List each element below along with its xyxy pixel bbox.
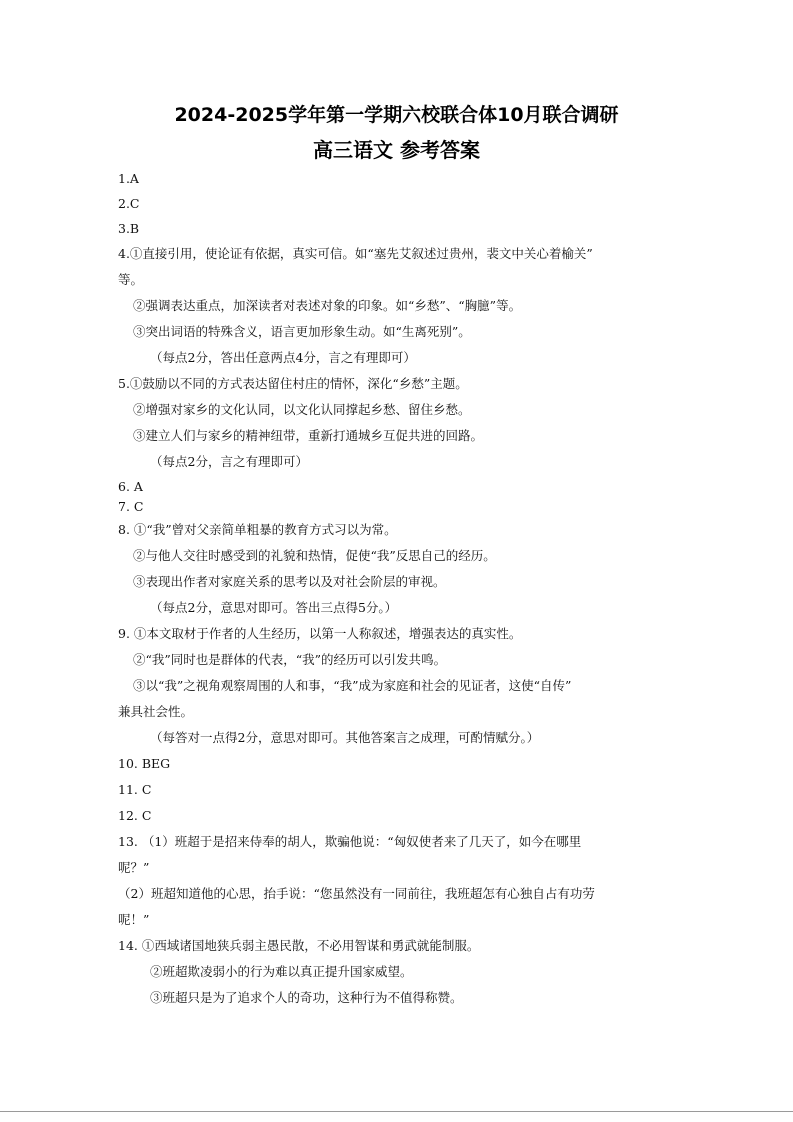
answer-13-line-2: （2）班超知道他的心思，抬手说：“您虽然没有一同前往，我班超怎有心独自占有功劳 [118,886,595,901]
answer-2: 2.C [118,196,140,211]
answer-8-note: （每点2分，意思对即可。答出三点得5分。） [150,600,398,615]
answer-13-line-2-cont: 呢！” [118,912,150,927]
answer-14-line-1: 14. ①西域诸国地狭兵弱主愚民散，不必用智谋和勇武就能制服。 [118,938,480,953]
answer-4-note: （每点2分，答出任意两点4分，言之有理即可） [150,350,416,365]
answer-6: 6. A [118,479,143,494]
answer-14-line-2: ②班超欺凌弱小的行为难以真正提升国家威望。 [150,964,413,979]
answer-5-note: （每点2分，言之有理即可） [150,454,308,469]
answer-8-line-1: 8. ①“我”曾对父亲简单粗暴的教育方式习以为常。 [118,522,397,537]
answer-7: 7. C [118,499,144,514]
answer-13-line-1-cont: 呢？” [118,860,150,875]
answer-12: 12. C [118,808,152,823]
answer-9-line-3: ③以“我”之视角观察周围的人和事，“我”成为家庭和社会的见证者，这使“自传” [133,678,572,693]
answer-8-line-3: ③表现出作者对家庭关系的思考以及对社会阶层的审视。 [133,574,446,589]
answer-3: 3.B [118,221,140,236]
answer-1: 1.A [118,171,139,186]
answer-13-line-1: 13. （1）班超于是招来侍奉的胡人，欺骗他说：“匈奴使者来了几天了，如今在哪里 [118,834,582,849]
answer-8-line-2: ②与他人交往时感受到的礼貌和热情，促使“我”反思自己的经历。 [133,548,496,563]
page-subtitle: 高三语文 参考答案 [313,138,480,162]
answer-4-line-1: 4.①直接引用，使论证有依据，真实可信。如“塞先艾叙述过贵州，裴文中关心着榆关” [118,246,593,261]
page-bottom-rule [0,1111,793,1112]
answer-5-line-3: ③建立人们与家乡的精神纽带，重新打通城乡互促共进的回路。 [133,428,484,443]
answer-4-line-1-cont: 等。 [118,272,144,287]
answer-5-line-1: 5.①鼓励以不同的方式表达留住村庄的情怀，深化“乡愁”主题。 [118,376,468,391]
answer-9-note: （每答对一点得2分，意思对即可。其他答案言之成理，可酌情赋分。） [150,730,540,745]
answer-14-line-3: ③班超只是为了追求个人的奇功，这种行为不值得称赞。 [150,990,463,1005]
answer-11: 11. C [118,782,152,797]
answer-5-line-2: ②增强对家乡的文化认同，以文化认同撑起乡愁、留住乡愁。 [133,402,471,417]
answer-4-line-2: ②强调表达重点，加深读者对表述对象的印象。如“乡愁”、“胸臆”等。 [133,298,522,313]
answer-9-line-2: ②“我”同时也是群体的代表，“我”的经历可以引发共鸣。 [133,652,447,667]
answer-9-line-3-cont: 兼具社会性。 [118,704,194,719]
answer-9-line-1: 9. ①本文取材于作者的人生经历，以第一人称叙述，增强表达的真实性。 [118,626,522,641]
answer-4-line-3: ③突出词语的特殊含义，语言更加形象生动。如“生离死别”。 [133,324,471,339]
page-title: 2024-2025学年第一学期六校联合体10月联合调研 [174,104,619,126]
answer-10: 10. BEG [118,756,171,771]
